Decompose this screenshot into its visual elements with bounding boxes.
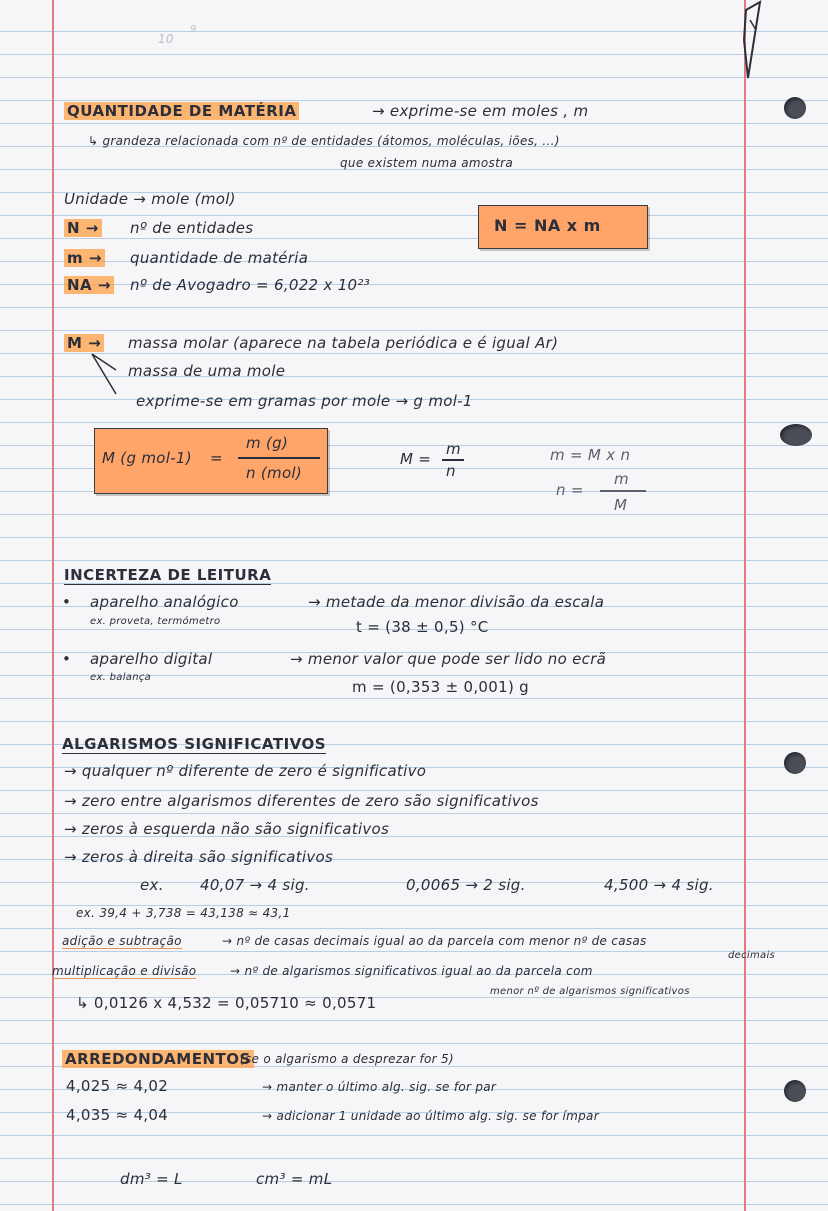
sig-example-3: 4,500 → 4 sig. bbox=[604, 876, 714, 894]
box-numerator: m (g) bbox=[246, 434, 289, 452]
def-m: quantidade de matéria bbox=[130, 249, 309, 267]
def-NA: nº de Avogadro = 6,022 x 10²³ bbox=[130, 276, 371, 294]
addition-label: adição e subtração bbox=[62, 934, 182, 948]
sig-rule-1: → qualquer nº diferente de zero é significativo bbox=[64, 762, 427, 780]
sig-example-1: 40,07 → 4 sig. bbox=[200, 876, 310, 894]
sig-example-label: ex. bbox=[140, 876, 164, 894]
box-equals: = bbox=[210, 449, 223, 467]
mid-fraction-bar bbox=[442, 459, 464, 461]
branch-arrows bbox=[90, 352, 120, 398]
bullet: • bbox=[62, 593, 72, 611]
quantity-note: → exprime-se em moles , m bbox=[372, 102, 589, 120]
multiplication-rule-cont: menor nº de algarismos significativos bbox=[490, 986, 690, 997]
section-title-quantity: QUANTIDADE DE MATÉRIA bbox=[64, 102, 299, 120]
digital-rule: → menor valor que pode ser lido no ecrã bbox=[290, 650, 607, 668]
quantity-description: ↳ grandeza relacionada com nº de entidades (átomos, moléculas, iões, ...) bbox=[88, 134, 560, 148]
right-numerator: m bbox=[614, 470, 629, 488]
unit-line: Unidade → mole (mol) bbox=[64, 190, 236, 208]
mid-numerator: m bbox=[446, 440, 461, 458]
binder-hole bbox=[784, 97, 806, 119]
digital-label: aparelho digital bbox=[90, 650, 213, 668]
addition-rule-end: decimais bbox=[728, 950, 776, 961]
binder-hole bbox=[784, 752, 806, 774]
digital-example: m = (0,353 ± 0,001) g bbox=[352, 678, 529, 696]
multiplication-label: multiplicação e divisão bbox=[52, 964, 197, 978]
faint-doodle: 10 bbox=[158, 32, 174, 46]
binder-hole bbox=[780, 424, 812, 446]
quantity-description-cont: que existem numa amostra bbox=[340, 156, 513, 170]
addition-rule: → nº de casas decimais igual ao da parcela com menor nº de casas bbox=[222, 934, 647, 948]
unit-equivalence-1: dm³ = L bbox=[120, 1170, 183, 1188]
rounding-note: (se o algarismo a desprezar for 5) bbox=[240, 1052, 454, 1066]
analog-label: aparelho analógico bbox=[90, 593, 239, 611]
sig-rule-2: → zero entre algarismos diferentes de zero são significativos bbox=[64, 792, 539, 810]
right-lhs: n = bbox=[556, 481, 584, 499]
formula-N: N = NA x m bbox=[494, 216, 601, 235]
right-denominator: M bbox=[614, 496, 628, 514]
sig-rule-4: → zeros à direita são significativos bbox=[64, 848, 334, 866]
key-N: N → bbox=[64, 219, 102, 237]
unit-equivalence-2: cm³ = mL bbox=[256, 1170, 333, 1188]
binder-hole bbox=[784, 1080, 806, 1102]
rounding-example-1: 4,025 ≈ 4,02 bbox=[66, 1077, 169, 1095]
mass-of-mole: massa de uma mole bbox=[128, 362, 286, 380]
key-M: M → bbox=[64, 334, 104, 352]
sig-rule-3: → zeros à esquerda não são significativos bbox=[64, 820, 390, 838]
def-M: massa molar (aparece na tabela periódica e é igual Ar) bbox=[128, 334, 559, 352]
section-title-uncertainty: INCERTEZA DE LEITURA bbox=[64, 566, 272, 584]
key-m: m → bbox=[64, 249, 105, 267]
analog-rule: → metade da menor divisão da escala bbox=[308, 593, 605, 611]
box-fraction-bar bbox=[238, 457, 320, 459]
multiplication-rule: → nº de algarismos significativos igual ao da parcela com bbox=[230, 964, 593, 978]
digital-examples: ex. balança bbox=[90, 672, 152, 683]
def-N: nº de entidades bbox=[130, 219, 254, 237]
section-title-rounding: ARREDONDAMENTOS bbox=[62, 1050, 254, 1068]
left-margin-line bbox=[52, 0, 54, 1211]
sum-example: ex. 39,4 + 3,738 = 43,138 ≈ 43,1 bbox=[76, 906, 291, 920]
rounding-example-2: 4,035 ≈ 4,04 bbox=[66, 1106, 169, 1124]
box-lhs: M (g mol-1) bbox=[102, 449, 192, 467]
rounding-rule-2: → adicionar 1 unidade ao último alg. sig. se for ímpar bbox=[262, 1109, 599, 1123]
pen-doodle bbox=[738, 0, 768, 80]
faint-doodle: 9 bbox=[190, 24, 197, 35]
sig-example-2: 0,0065 → 2 sig. bbox=[406, 876, 526, 894]
molar-mass-units: exprime-se em gramas por mole → g mol-1 bbox=[136, 392, 473, 410]
rounding-rule-1: → manter o último alg. sig. se for par bbox=[262, 1080, 497, 1094]
bullet: • bbox=[62, 650, 72, 668]
mid-denominator: n bbox=[446, 462, 456, 480]
analog-example: t = (38 ± 0,5) °C bbox=[356, 618, 489, 636]
analog-examples: ex. proveta, termómetro bbox=[90, 616, 221, 627]
section-title-significant: ALGARISMOS SIGNIFICATIVOS bbox=[62, 735, 327, 753]
mid-lhs: M = bbox=[400, 450, 432, 468]
key-NA: NA → bbox=[64, 276, 114, 294]
right-fraction-bar bbox=[600, 490, 646, 492]
right-formula-top: m = M x n bbox=[550, 446, 631, 464]
right-margin-line bbox=[744, 0, 746, 1211]
box-denominator: n (mol) bbox=[246, 464, 303, 482]
multiplication-example: ↳ 0,0126 x 4,532 = 0,05710 ≈ 0,0571 bbox=[76, 994, 377, 1012]
